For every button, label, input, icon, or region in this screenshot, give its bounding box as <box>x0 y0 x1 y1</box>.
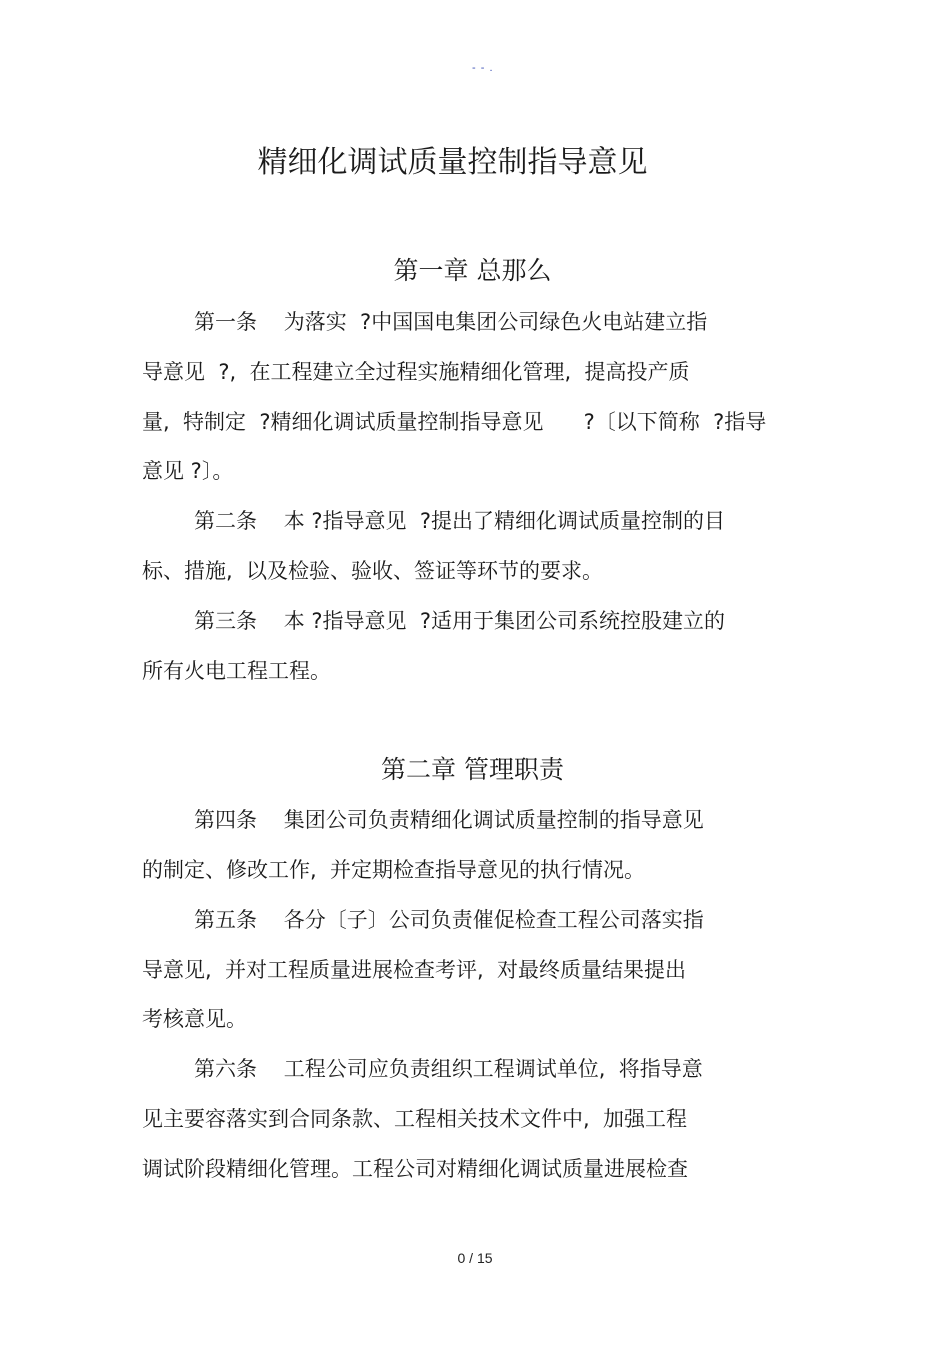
article-4-line-2: 的制定、修改工作, 并定期检查指导意见的执行情况。 <box>142 858 646 882</box>
article-5-line-1: 第五条 各分〔子〕公司负责催促检查工程公司落实指 <box>194 908 704 932</box>
article-3-line-1: 第三条 本 ?指导意见 ?适用于集团公司系统控股建立的 <box>194 609 726 633</box>
page-number: 0 / 15 <box>457 1250 493 1266</box>
document-title: 精细化调试质量控制指导意见 <box>257 145 648 180</box>
header-mark: - - . <box>472 62 494 74</box>
article-1-line-1: 第一条 为落实 ?中国国电集团公司绿色火电站建立指 <box>194 310 708 334</box>
article-1-line-3: 量, 特制定 ?精细化调试质量控制指导意见 ?〔以下简称 ?指导 <box>142 410 767 434</box>
article-6-line-1: 第六条 工程公司应负责组织工程调试单位, 将指导意 <box>194 1057 703 1081</box>
article-1-line-4: 意见 ?〕。 <box>142 459 234 483</box>
article-5-line-2: 导意见, 并对工程质量进展检查考评, 对最终质量结果提出 <box>142 958 687 982</box>
article-6-line-2: 见主要容落实到合同条款、工程相关技术文件中, 加强工程 <box>142 1107 688 1131</box>
article-2-line-2: 标、措施, 以及检验、验收、签证等环节的要求。 <box>142 559 604 583</box>
chapter-heading-1: 第一章 总那么 <box>393 256 552 285</box>
article-1-line-2: 导意见 ?, 在工程建立全过程实施精细化管理, 提高投产质 <box>142 360 690 384</box>
article-2-line-1: 第二条 本 ?指导意见 ?提出了精细化调试质量控制的目 <box>194 509 726 533</box>
article-3-line-2: 所有火电工程工程。 <box>142 659 331 683</box>
chapter-heading-2: 第二章 管理职责 <box>381 755 564 784</box>
article-4-line-1: 第四条 集团公司负责精细化调试质量控制的指导意见 <box>194 808 704 832</box>
article-5-line-3: 考核意见。 <box>142 1007 247 1031</box>
article-6-line-3: 调试阶段精细化管理。工程公司对精细化调试质量进展检查 <box>142 1157 688 1181</box>
